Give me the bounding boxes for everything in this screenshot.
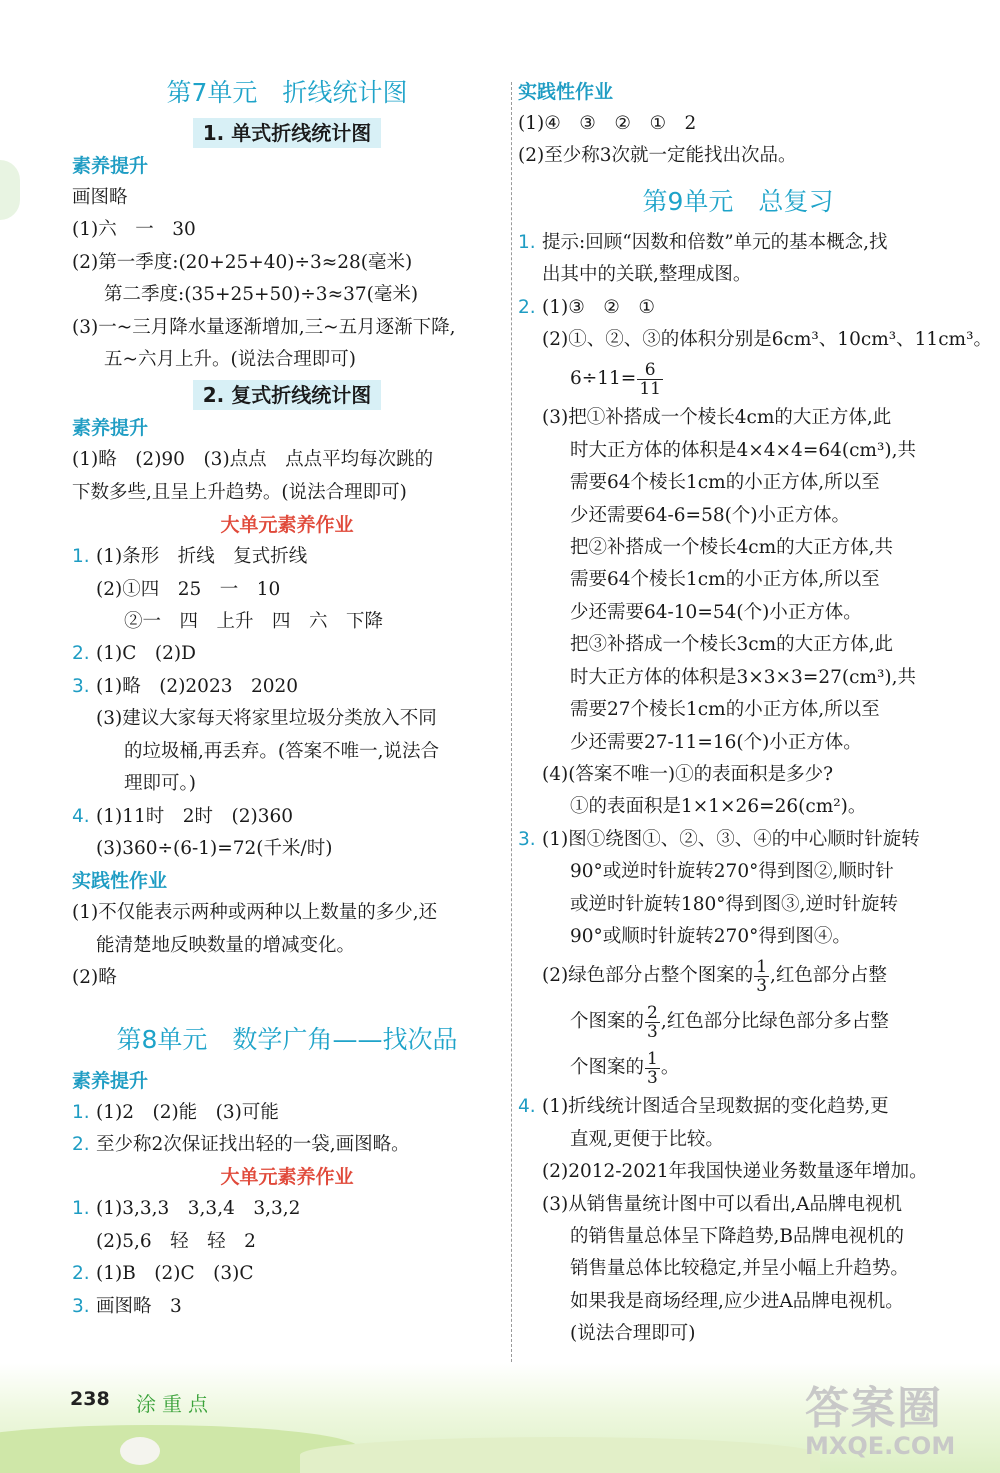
page-edge-decoration — [0, 160, 20, 220]
answer-line: (3)把①补搭成一个棱长4cm的大正方体,此 — [542, 407, 892, 429]
answer-line: 直观,更便于比较。 — [570, 1128, 724, 1150]
question-number: 4. — [518, 1096, 536, 1118]
answer-text: (1)C (2)D — [96, 643, 196, 665]
answer-line: (2)①、②、③的体积分别是6cm³、10cm³、11cm³。 — [542, 329, 993, 351]
answer-line: 时大正方体的体积是4×4×4=64(cm³),共 — [570, 439, 916, 461]
answer-line: (说法合理即可) — [570, 1323, 696, 1345]
answer-line: 的销售量总体呈下降趋势,B品牌电视机的 — [570, 1225, 904, 1247]
answer-line: 出其中的关联,整理成图。 — [542, 264, 752, 286]
answer-line: (1)六 一 30 — [72, 219, 196, 241]
answer-line: ①的表面积是1×1×26=26(cm²)。 — [570, 796, 867, 818]
section-heading: 实践性作业 — [72, 870, 168, 893]
watermark-logo: 答案圈 MXQE.COM — [805, 1383, 956, 1460]
answer-line: (3)360÷(6-1)=72(千米/时) — [96, 837, 333, 859]
question-number: 2. — [72, 1133, 90, 1155]
answer-text: ,红色部分比绿色部分多占整 — [660, 1011, 889, 1033]
fraction: $\frac{1}{3}$ — [647, 1048, 658, 1088]
question-number: 1. — [72, 1101, 90, 1123]
answer-line: 需要27个棱长1cm的小正方体,所以至 — [570, 699, 880, 721]
answer-text: (1)折线统计图适合呈现数据的变化趋势,更 — [542, 1096, 889, 1118]
answer-text: 。 — [660, 1057, 680, 1079]
answer-line: 第二季度:(35+25+50)÷3≈37(毫米) — [104, 284, 419, 306]
answer-line: (3)从销售量统计图中可以看出,A品牌电视机 — [542, 1193, 902, 1215]
unit-9-title: 第9单元 总复习 — [642, 186, 834, 216]
fraction-line — [518, 356, 958, 402]
answer-line: 需要64个棱长1cm的小正方体,所以至 — [570, 472, 880, 494]
question-number: 2. — [518, 296, 536, 318]
answer-line: 能清楚地反映数量的增减变化。 — [96, 934, 356, 956]
answer-line: (2)①四 25 一 10 — [96, 578, 281, 600]
answer-line: 销售量总体比较稳定,并呈小幅上升趋势。 — [570, 1258, 909, 1280]
sheep-decoration — [120, 1437, 160, 1465]
section-heading: 素养提升 — [72, 155, 149, 177]
question-number: 1. — [72, 546, 90, 568]
answer-line: 如果我是商场经理,应少进A品牌电视机。 — [570, 1290, 904, 1312]
answer-line: 少还需要64-10=54(个)小正方体。 — [570, 601, 862, 623]
answer-line: (2)2012-2021年我国快递业务数量逐年增加。 — [542, 1161, 928, 1183]
answer-text: ,红色部分占整 — [770, 965, 887, 987]
question-number: 2. — [72, 643, 90, 665]
answer-line: 把③补搭成一个棱长3cm的大正方体,此 — [570, 634, 894, 656]
answer-text: (1)B (2)C (3)C — [96, 1263, 254, 1285]
answer-text: (1)③ ② ① — [542, 296, 655, 318]
answer-text: (1)2 (2)能 (3)可能 — [96, 1101, 279, 1123]
answer-line: 五~六月上升。(说法合理即可) — [104, 349, 356, 371]
lesson-1-title: 1. 单式折线统计图 — [193, 118, 381, 148]
section-heading: 实践性作业 — [518, 81, 614, 103]
question-number: 3. — [72, 1295, 90, 1317]
answer-text: (1)图①绕图①、②、③、④的中心顺时针旋转 — [542, 828, 920, 850]
answer-text: (1)略 (2)2023 2020 — [96, 675, 299, 697]
section-heading: 素养提升 — [72, 417, 149, 440]
fraction: $\frac{1}{3}$ — [756, 956, 768, 996]
page-number: 238 — [70, 1388, 110, 1410]
left-column — [72, 70, 502, 1323]
answer-line: 90°或顺时针旋转270°得到图④。 — [570, 925, 851, 947]
answer-text: 个图案的 — [570, 1011, 645, 1033]
answer-line: (2)至少称3次就一定能找出次品。 — [518, 145, 797, 167]
section-heading: 素养提升 — [72, 1069, 149, 1092]
answer-line: 画图略 — [72, 187, 128, 208]
answer-line: (2)5,6 轻 轻 2 — [96, 1230, 256, 1252]
answer-line: (3)一~三月降水量逐渐增加,三~五月逐渐下降, — [72, 316, 456, 338]
unit-8-title: 第8单元 数学广角——找次品 — [116, 1024, 458, 1054]
answer-line: (1)不仅能表示两种或两种以上数量的多少,还 — [72, 902, 438, 924]
answer-text: 至少称2次保证找出轻的一袋,画图略。 — [96, 1133, 410, 1155]
answer-text: (1)11时 2时 (2)360 — [96, 805, 294, 827]
brand-label: 涂重点 — [136, 1392, 214, 1416]
question-number: 1. — [518, 231, 536, 253]
section-heading-red: 大单元素养作业 — [220, 1166, 354, 1189]
answer-line: 时大正方体的体积是3×3×3=27(cm³),共 — [570, 666, 916, 688]
answer-line: 少还需要27-11=16(个)小正方体。 — [570, 731, 862, 753]
answer-line: 下数多些,且呈上升趋势。(说法合理即可) — [72, 481, 407, 503]
answer-text: 6÷11= — [570, 368, 637, 390]
fraction: $\frac{2}{3}$ — [647, 1002, 658, 1042]
answer-line: ②一 四 上升 四 六 下降 — [124, 611, 384, 633]
answer-line: (3)建议大家每天将家里垃圾分类放入不同 — [96, 708, 437, 730]
section-heading-red: 大单元素养作业 — [220, 514, 354, 537]
answer-line: 90°或逆时针旋转270°得到图②,顺时针 — [570, 861, 894, 883]
answer-text: (2)绿色部分占整个图案的 — [542, 965, 754, 987]
answer-line: (1)④ ③ ② ① 2 — [518, 113, 697, 134]
answer-line: (1)略 (2)90 (3)点点 点点平均每次跳的 — [72, 449, 434, 471]
hill-decoration — [300, 1437, 820, 1473]
answer-line: 把②补搭成一个棱长4cm的大正方体,共 — [570, 537, 894, 559]
answer-line: (4)(答案不唯一)①的表面积是多少? — [542, 763, 834, 785]
answer-line: 理即可。) — [124, 773, 196, 795]
answer-text: (1)3,3,3 3,3,4 3,3,2 — [96, 1198, 301, 1220]
lesson-2-title: 2. 复式折线统计图 — [193, 380, 381, 410]
answer-text: 提示:回顾“因数和倍数”单元的基本概念,找 — [542, 231, 888, 253]
right-column — [518, 76, 993, 1351]
fraction-line — [518, 1045, 958, 1091]
question-number: 4. — [72, 805, 90, 827]
answer-text: (1)条形 折线 复式折线 — [96, 546, 308, 568]
fraction-line — [518, 999, 958, 1045]
question-number: 2. — [72, 1263, 90, 1285]
fraction: $\frac{6}{11}$ — [639, 359, 661, 399]
answer-line: 少还需要64-6=58(个)小正方体。 — [570, 504, 851, 526]
answer-text: 画图略 3 — [96, 1295, 182, 1317]
unit-7-title: 第7单元 折线统计图 — [166, 78, 408, 107]
answer-line: 的垃圾桶,再丢弃。(答案不唯一,说法合 — [124, 740, 439, 762]
question-number: 3. — [72, 675, 90, 697]
answer-line: (2)第一季度:(20+25+40)÷3≈28(毫米) — [72, 251, 413, 273]
answer-text: 个图案的 — [570, 1057, 645, 1079]
answer-line: 或逆时针旋转180°得到图③,逆时针旋转 — [570, 893, 898, 915]
fraction-line — [518, 953, 958, 999]
column-divider — [511, 82, 512, 1362]
question-number: 3. — [518, 828, 536, 850]
answer-line: (2)略 — [72, 967, 117, 989]
question-number: 1. — [72, 1198, 90, 1220]
answer-line: 需要64个棱长1cm的小正方体,所以至 — [570, 569, 880, 591]
